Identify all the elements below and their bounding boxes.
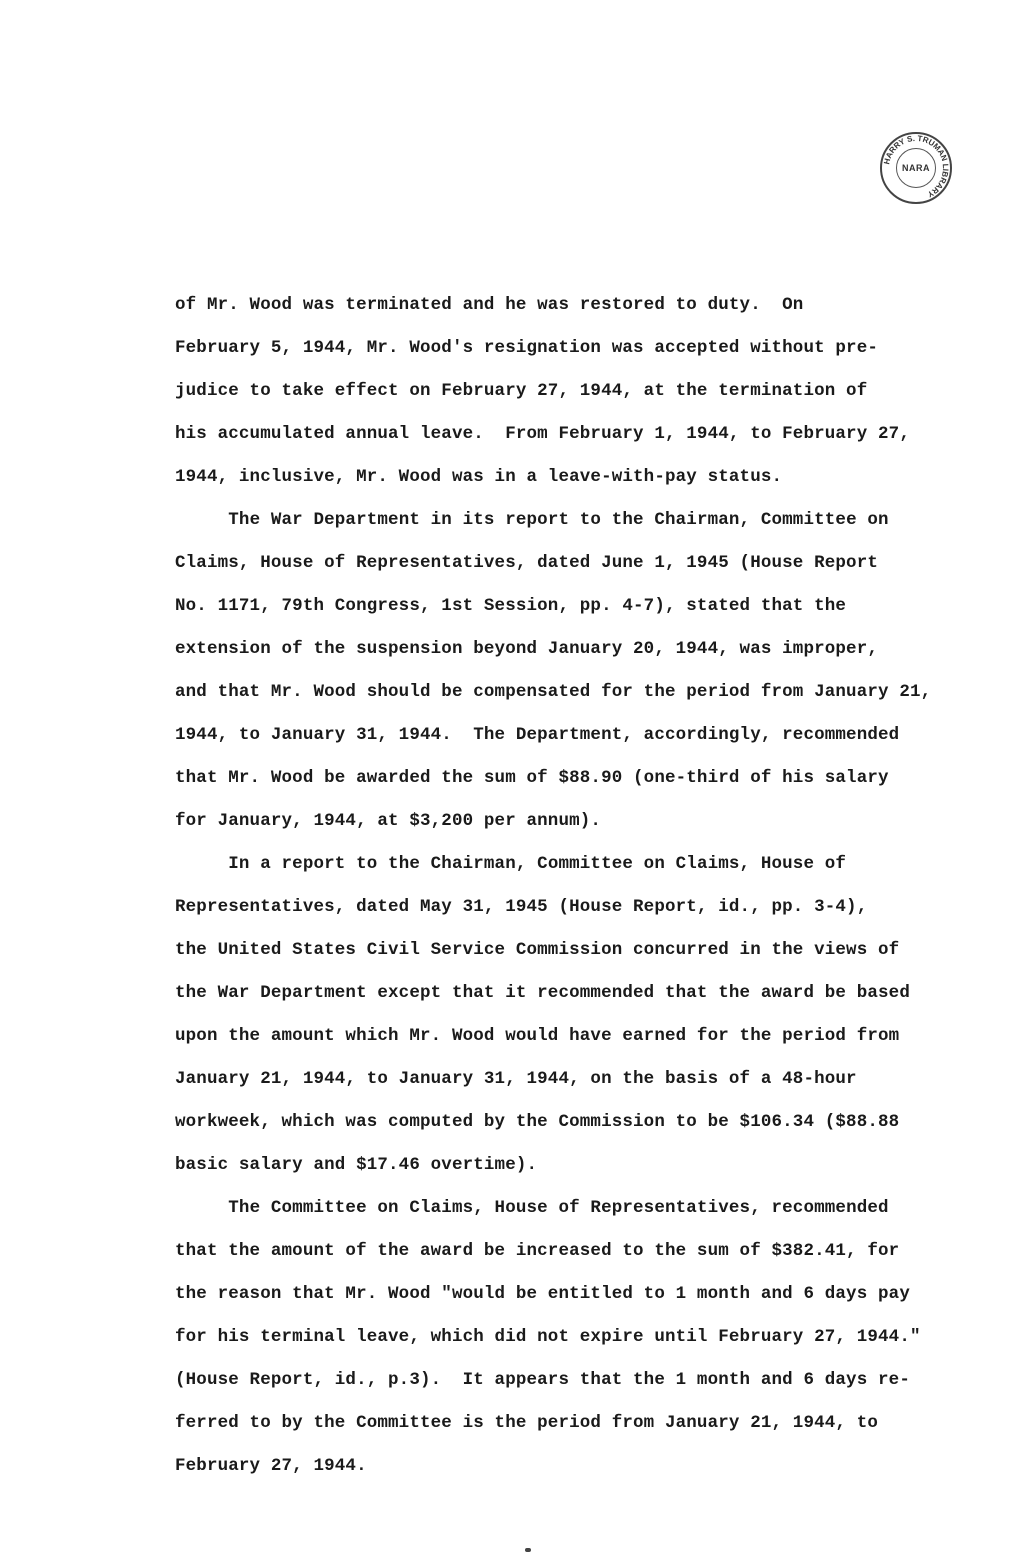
document-body: [175, 284, 955, 1488]
paragraph-4: The Committee on Claims, House of Representatives, recommended that the amount of the award be increased to the sum of $382.41, for the reason that Mr. Wood "would be entitled to 1 month and 6 days pay for his terminal leave, which did not expire until February 27, 1944." (House Report, id., p.3). It appears that the 1 month and 6 days re- ferred to by the Committee is the period from January 21, 1944, to February 27, 1944.: [175, 1198, 921, 1476]
page-edge-mark: [525, 1548, 531, 1552]
stamp-ring-text: HARRY S. TRUMAN LIBRARY: [882, 133, 951, 199]
paragraph-1: of Mr. Wood was terminated and he was restored to duty. On February 5, 1944, Mr. Wood's resignation was accepted without pre- judice to take effect on February 27, 1944, at the termination of his accumulated annual leave. From February 1, 1944, to February 27, 1944, inclusive, Mr. Wood was in a leave-with-pay status.: [175, 295, 910, 487]
stamp-center-text: NARA: [902, 163, 930, 173]
paragraph-3: In a report to the Chairman, Committee on Claims, House of Representatives, dated May 31, 1945 (House Report, id., pp. 3-4), the United States Civil Service Commission concurred in the views of the War Department except that it recommended that the award be based upon the amount which Mr. Wood would have earned for the period from January 21, 1944, to January 31, 1944, on the basis of a 48-hour workweek, which was computed by the Commission to be $106.34 ($88.88 basic salary and $17.46 overtime).: [175, 854, 910, 1175]
paragraph-2: The War Department in its report to the Chairman, Committee on Claims, House of Representatives, dated June 1, 1945 (House Report No. 1171, 79th Congress, 1st Session, pp. 4-7), stated that the extension of the suspension beyond January 20, 1944, was improper, and that Mr. Wood should be compensated for the period from January 21, 1944, to January 31, 1944. The Department, accordingly, recommended that Mr. Wood be awarded the sum of $88.90 (one-third of his salary for January, 1944, at $3,200 per annum).: [175, 510, 932, 831]
library-stamp: [880, 132, 952, 204]
